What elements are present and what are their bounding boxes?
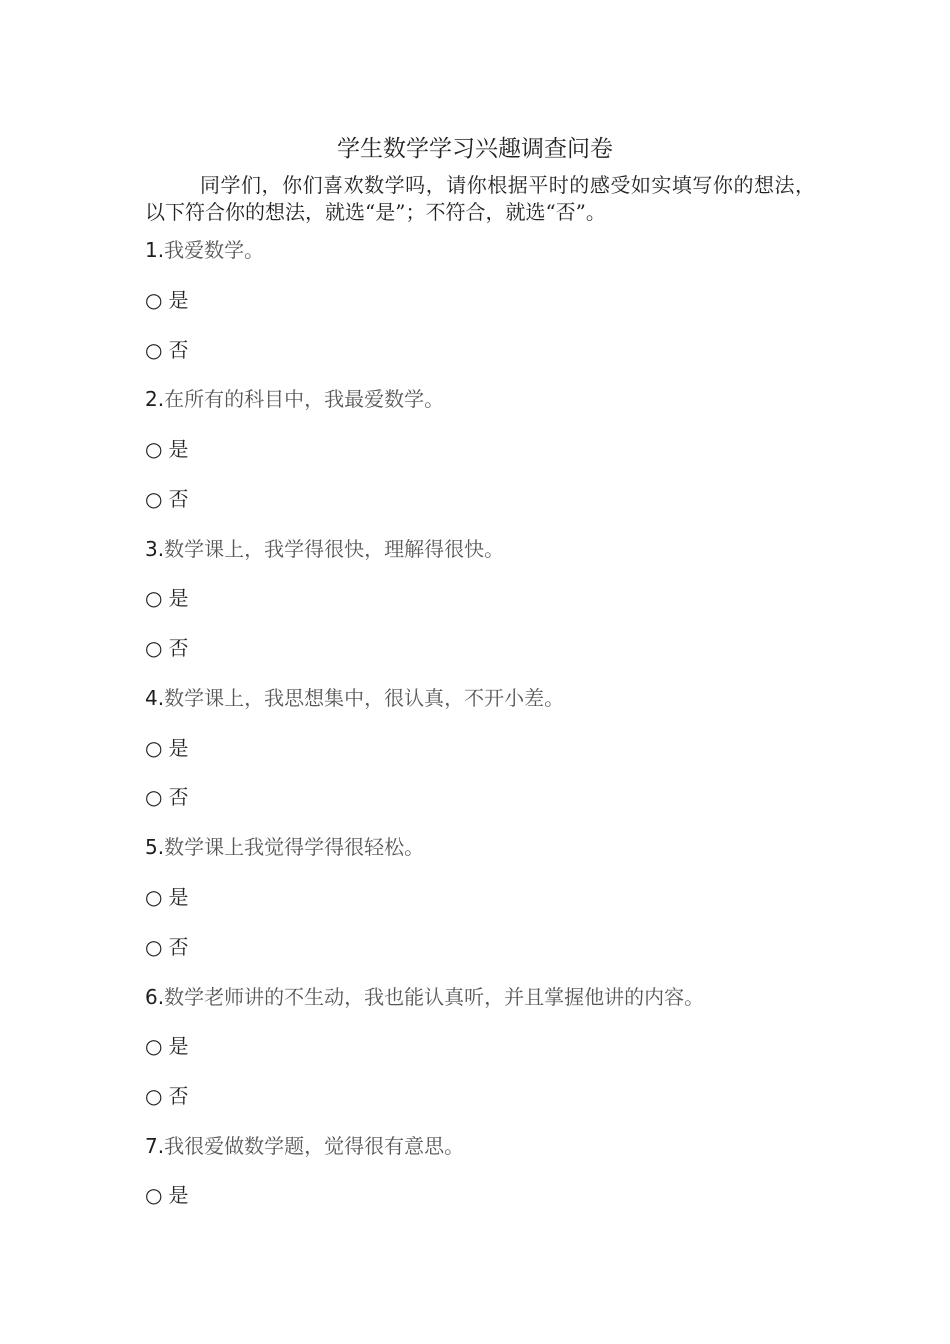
question-text: 数学课上，我学得很快，理解得很快。 (164, 537, 505, 561)
question-number: 5. (145, 835, 165, 859)
option-label: 否 (168, 338, 189, 362)
radio-circle-icon[interactable]: ○ (145, 935, 163, 959)
option-label: 否 (168, 785, 189, 809)
radio-circle-icon[interactable]: ○ (145, 1183, 163, 1207)
option-label: 否 (168, 487, 189, 511)
option-label: 是 (168, 736, 189, 760)
option-label: 否 (168, 636, 189, 660)
option-1-no[interactable] (145, 336, 188, 364)
radio-circle-icon[interactable]: ○ (145, 785, 163, 809)
radio-circle-icon[interactable]: ○ (145, 636, 163, 660)
question-text: 数学课上，我思想集中，很认真，不开小差。 (164, 686, 565, 710)
radio-circle-icon[interactable]: ○ (145, 288, 163, 312)
page-title: 学生数学学习兴趣调查问卷 (337, 136, 613, 162)
option-label: 是 (168, 885, 189, 909)
option-3-yes[interactable] (145, 584, 188, 612)
question-number: 4. (145, 686, 165, 710)
question-5 (145, 833, 424, 861)
radio-circle-icon[interactable]: ○ (145, 487, 163, 511)
radio-circle-icon[interactable]: ○ (145, 885, 163, 909)
radio-circle-icon[interactable]: ○ (145, 1084, 163, 1108)
option-label: 否 (168, 1084, 189, 1108)
question-2 (145, 385, 444, 413)
question-6 (145, 983, 704, 1011)
question-7 (145, 1132, 464, 1160)
intro-paragraph: 同学们，你们喜欢数学吗，请你根据平时的感受如实填写你的想法，以下符合你的想法，就选“是”；不符合，就选“否”。 (145, 173, 815, 224)
option-label: 是 (168, 1183, 189, 1207)
option-label: 是 (168, 1034, 189, 1058)
radio-circle-icon[interactable]: ○ (145, 437, 163, 461)
option-5-no[interactable] (145, 933, 188, 961)
question-4 (145, 684, 564, 712)
option-4-no[interactable] (145, 783, 188, 811)
option-2-no[interactable] (145, 485, 188, 513)
radio-circle-icon[interactable]: ○ (145, 338, 163, 362)
question-number: 7. (145, 1134, 165, 1158)
radio-circle-icon[interactable]: ○ (145, 736, 163, 760)
option-7-yes[interactable] (145, 1181, 188, 1209)
option-6-yes[interactable] (145, 1032, 188, 1060)
question-number: 6. (145, 985, 165, 1009)
option-6-no[interactable] (145, 1082, 188, 1110)
option-4-yes[interactable] (145, 734, 188, 762)
radio-circle-icon[interactable]: ○ (145, 586, 163, 610)
option-label: 是 (168, 437, 189, 461)
radio-circle-icon[interactable]: ○ (145, 1034, 163, 1058)
question-text: 在所有的科目中，我最爱数学。 (164, 387, 445, 411)
option-5-yes[interactable] (145, 883, 188, 911)
question-text: 我很爱做数学题，觉得很有意思。 (164, 1134, 465, 1158)
question-3 (145, 535, 504, 563)
option-label: 否 (168, 935, 189, 959)
question-text: 数学课上我觉得学得很轻松。 (164, 835, 425, 859)
question-number: 2. (145, 387, 165, 411)
question-number: 3. (145, 537, 165, 561)
option-label: 是 (168, 288, 189, 312)
question-text: 数学老师讲的不生动，我也能认真听，并且掌握他讲的内容。 (164, 985, 705, 1009)
option-label: 是 (168, 586, 189, 610)
question-text: 我爱数学。 (164, 238, 265, 262)
option-3-no[interactable] (145, 634, 188, 662)
option-1-yes[interactable] (145, 286, 188, 314)
question-1 (145, 236, 264, 264)
question-number: 1. (145, 238, 165, 262)
option-2-yes[interactable] (145, 435, 188, 463)
